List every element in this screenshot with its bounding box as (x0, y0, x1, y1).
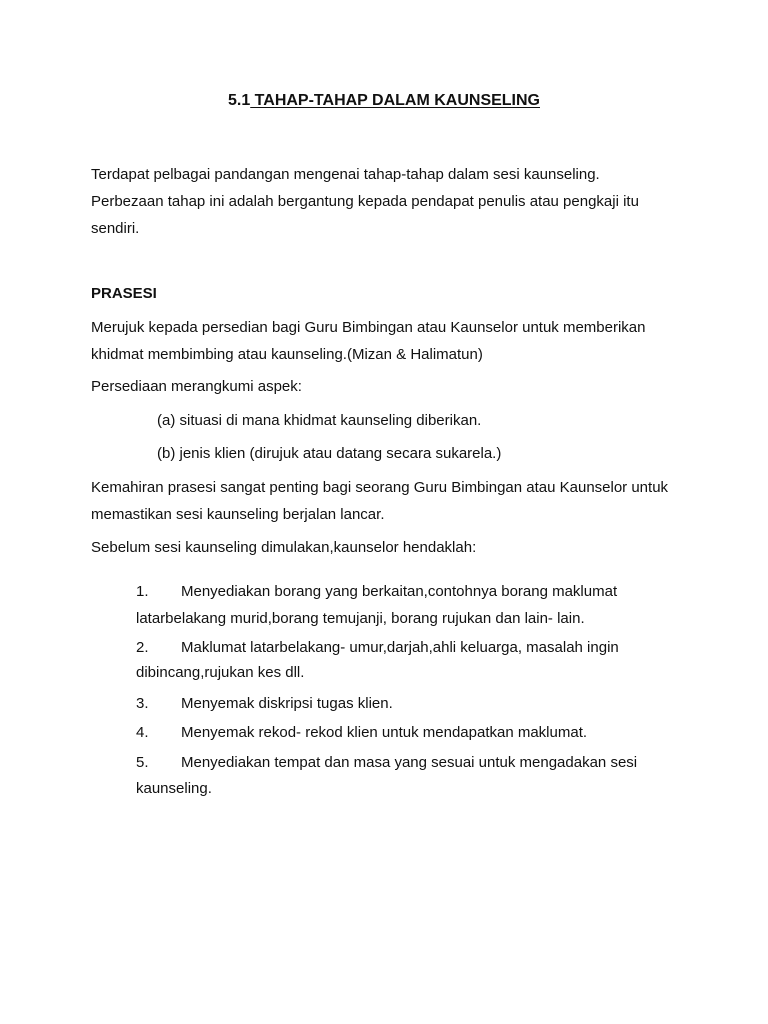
skill-line-1: Kemahiran prasesi sangat penting bagi seorang Guru Bimbingan atau Kaunselor untuk (91, 479, 669, 496)
list-item-continuation: dibincang,rujukan kes dll. (136, 664, 305, 681)
list-item-number: 4. (136, 724, 149, 741)
title-number: 5.1 (227, 92, 251, 109)
section-heading: PRASESI (91, 285, 157, 302)
list-item (136, 749, 637, 776)
list-item (136, 578, 617, 605)
aspect-item-a: (a) situasi di mana khidmat kaunseling diberikan. (157, 412, 482, 429)
list-item (136, 719, 587, 746)
page-title (0, 90, 768, 112)
prasesi-line-1: Merujuk kepada persedian bagi Guru Bimbingan atau Kaunselor untuk memberikan (91, 319, 646, 336)
skill-line-2: memastikan sesi kaunseling berjalan lancar. (91, 506, 385, 523)
list-item-continuation: latarbelakang murid,borang temujanji, borang rujukan dan lain- lain. (136, 610, 585, 627)
list-item-text: Menyemak diskripsi tugas klien. (181, 695, 393, 712)
list-item-number: 2. (136, 639, 149, 656)
list-item-text: Maklumat latarbelakang- umur,darjah,ahli keluarga, masalah ingin (181, 639, 619, 656)
intro-line-2: Perbezaan tahap ini adalah bergantung kepada pendapat penulis atau pengkaji itu (91, 193, 639, 210)
aspect-item-b: (b) jenis klien (dirujuk atau datang secara sukarela.) (157, 445, 502, 462)
before-lead: Sebelum sesi kaunseling dimulakan,kaunselor hendaklah: (91, 539, 477, 556)
list-item-text: Menyemak rekod- rekod klien untuk mendapatkan maklumat. (181, 724, 588, 741)
prasesi-line-2: khidmat membimbing atau kaunseling.(Mizan & Halimatun) (91, 346, 483, 363)
list-item-text: Menyediakan tempat dan masa yang sesuai untuk mengadakan sesi (181, 754, 638, 771)
list-item-number: 3. (136, 695, 149, 712)
list-item-number: 5. (136, 754, 149, 771)
intro-line-3: sendiri. (91, 220, 140, 237)
list-item-number: 1. (136, 583, 149, 600)
list-item-continuation: kaunseling. (136, 780, 212, 797)
list-item (136, 690, 393, 717)
list-item (136, 634, 619, 661)
aspects-lead: Persediaan merangkumi aspek: (91, 378, 302, 395)
list-item-text: Menyediakan borang yang berkaitan,contohnya borang maklumat (181, 583, 618, 600)
intro-line-1: Terdapat pelbagai pandangan mengenai tahap-tahap dalam sesi kaunseling. (91, 166, 600, 183)
title-text: TAHAP-TAHAP DALAM KAUNSELING (250, 92, 540, 109)
